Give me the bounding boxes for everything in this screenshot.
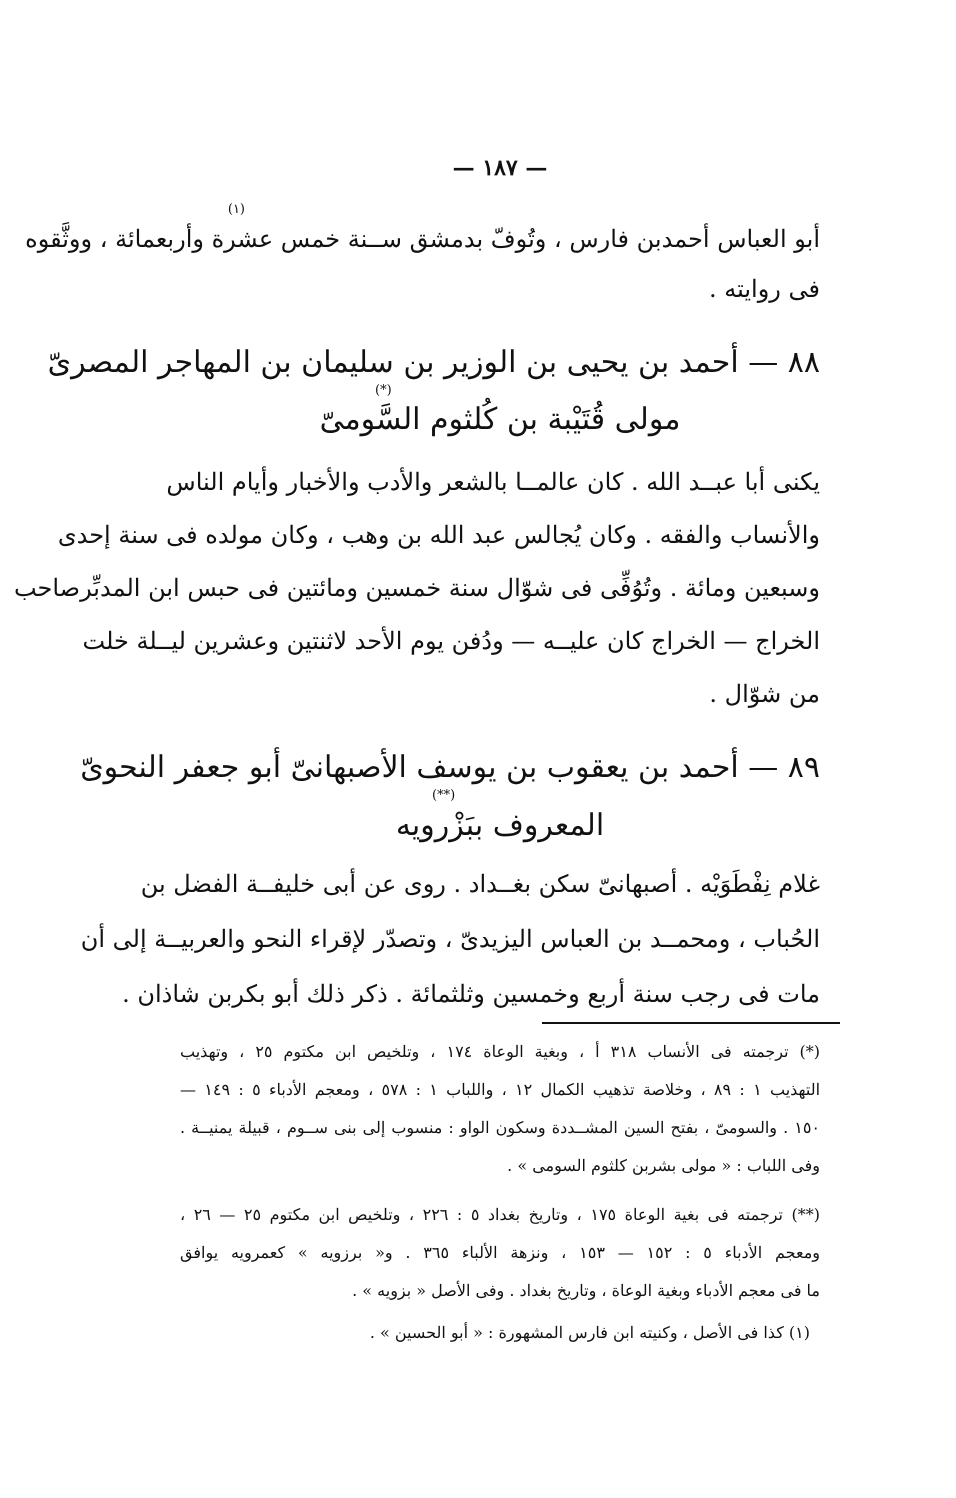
entry-88-line: وسبعين ومائة . وتُوُفِّى فى شوّال سنة خمسين ومائتين فى حبس ابن المدبِّرصاحب xyxy=(13,574,820,602)
entry-89-line: الحُباب ، ومحمــد بن العباس اليزيدىّ ، وتصدّر لإقراء النحو والعربيــة إلى أن xyxy=(80,925,820,953)
entry-89-title: ٨٩ — أحمد بن يعقوب بن يوسف الأصبهانىّ أبو جعفر النحوىّ xyxy=(80,750,820,785)
footnote-line: ومعجم الأدباء ٥ : ١٥٢ — ١٥٣ ، ونزهة الألباء ٣٦٥ . و« برزويه » كعمرويه يوافق xyxy=(180,1243,821,1262)
footnote-line: (*) ترجمته فى الأنساب ٣١٨ أ ، وبغية الوعاة ١٧٤ ، وتلخيص ابن مكتوم ٢٥ ، وتهذيب xyxy=(180,1042,821,1061)
entry-89-line: غلام نِفْطَوَيْه . أصبهانىّ سكن بغــداد . روى عن أبى خليفــة الفضل بن xyxy=(140,870,820,898)
intro-line: أبو العباس أحمدبن فارس ، وتُوفّ بدمشق ســنة خمس عشرة وأربعمائة ، ووثَّقوه xyxy=(25,225,820,253)
entry-89-line: مات فى رجب سنة أربع وخمسين وثلثمائة . ذكر ذلك أبو بكربن شاذان . xyxy=(122,980,820,1008)
footnote-line: (١) كذا فى الأصل ، وكنيته ابن فارس المشهورة : « أبو الحسين » . xyxy=(369,1323,810,1342)
footnote-line: ١٥٠ . والسومىّ ، بفتح السين المشــددة وسكون الواو : منسوب إلى بنى ســوم ، قبيلة يمنيــة . xyxy=(180,1118,820,1137)
intro-line: فى روايته . xyxy=(709,275,820,303)
footnote-line: التهذيب ١ : ٨٩ ، وخلاصة تذهيب الكمال ١٢ ، واللباب ١ : ٥٧٨ ، ومعجم الأدباء ٥ : ١٤٩ — xyxy=(180,1080,821,1099)
footnote-divider xyxy=(542,1022,840,1024)
footnote-marker: (**) xyxy=(432,788,456,803)
footnote-line: ما فى معجم الأدباء وبغية الوعاة ، وتاريخ بغداد . وفى الأصل « بزويه » . xyxy=(352,1281,820,1300)
page-number: — ١٨٧ — xyxy=(452,155,548,181)
entry-88-line: من شوّال . xyxy=(709,680,820,708)
footnote-line: (**) ترجمته فى بغية الوعاة ١٧٥ ، وتاريخ بغداد ٥ : ٢٢٦ ، وتلخيص ابن مكتوم ٢٥ — ٢٦ ، xyxy=(180,1205,821,1224)
entry-88-subtitle: مولى قُتَيْبة بن كُلثوم السَّومىّ xyxy=(319,402,681,437)
entry-89-subtitle: المعروف ببَزْرويه xyxy=(395,808,605,843)
entry-88-title: ٨٨ — أحمد بن يحيى بن الوزير بن سليمان بن المهاجر المصرىّ xyxy=(47,345,820,380)
footnote-marker: (*) xyxy=(375,383,392,398)
footnote-marker: (١) xyxy=(227,202,245,217)
footnote-line: وفى اللباب : « مولى بشربن كلثوم السومى » . xyxy=(507,1156,820,1175)
entry-88-line: يكنى أبا عبــد الله . كان عالمــا بالشعر والأدب والأخبار وأيام الناس xyxy=(166,468,820,496)
entry-88-line: الخراج — الخراج كان عليــه — ودُفن يوم الأحد لاثنتين وعشرين ليــلة خلت xyxy=(82,627,820,655)
entry-88-line: والأنساب والفقه . وكان يُجالس عبد الله بن وهب ، وكان مولده فى سنة إحدى xyxy=(57,521,820,549)
